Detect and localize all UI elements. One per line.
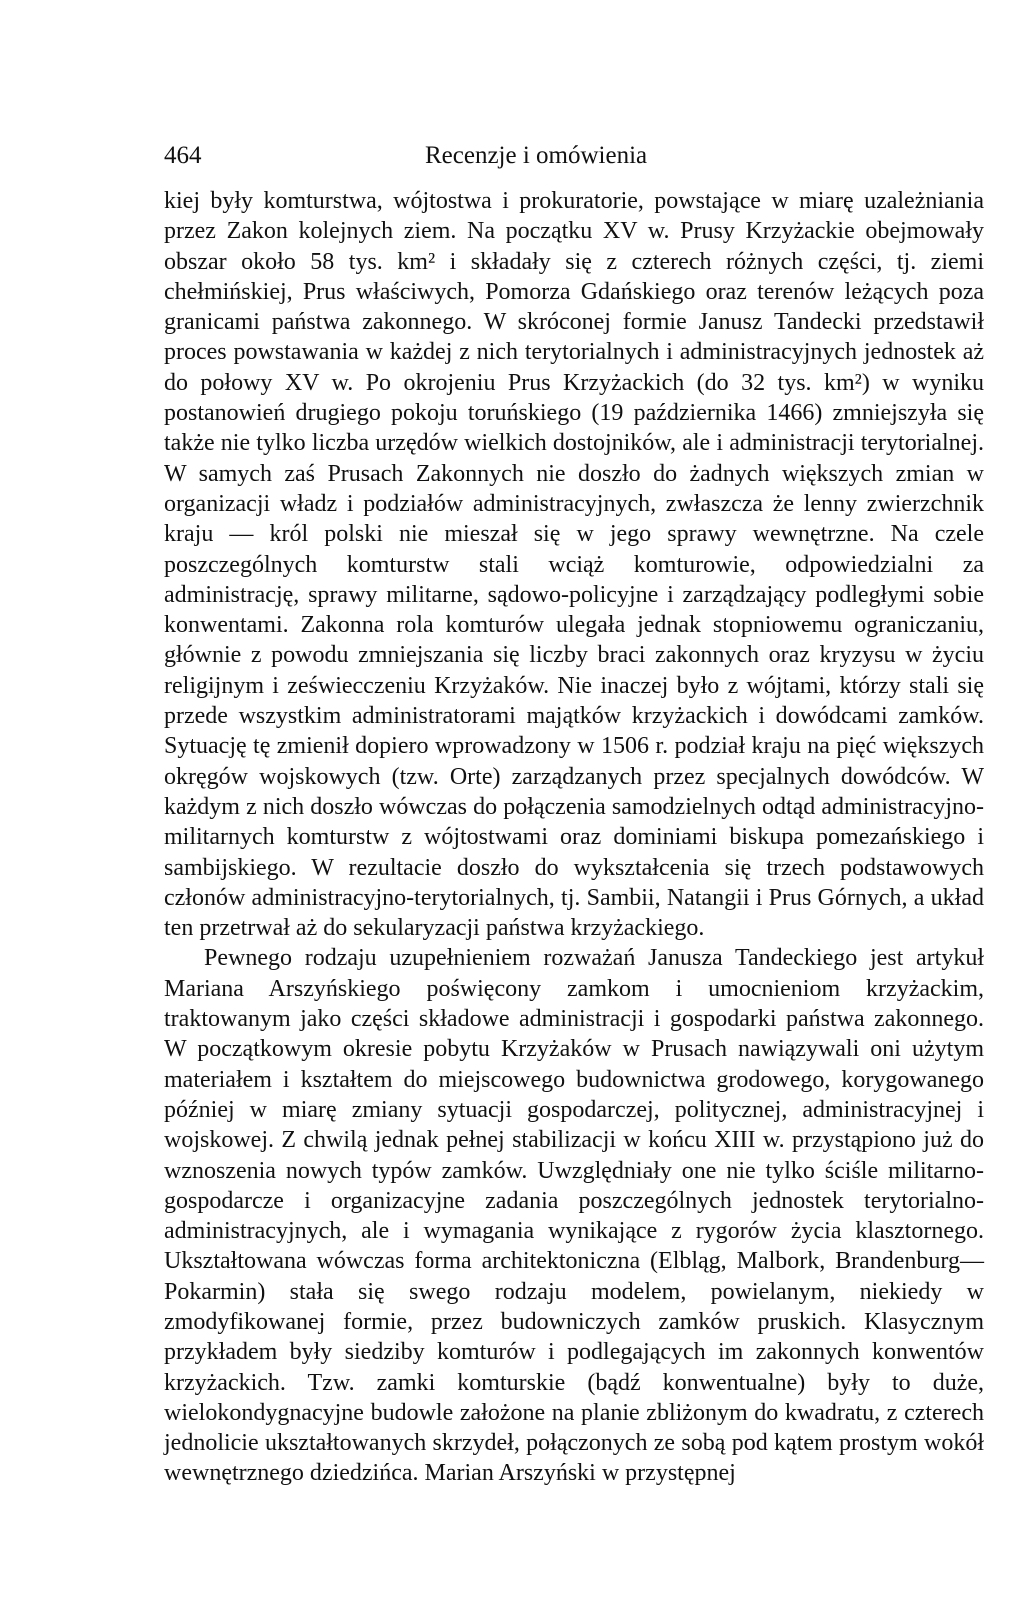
paragraph-2: Pewnego rodzaju uzupełnieniem rozważań Janusza Tandeckiego jest artykuł Mariana Arszyńskiego poświęcony zamkom i umocnieniom krzyżackim, traktowanym jako części składowe administracji i gospodarki państwa zakonnego. W początkowym okresie pobytu Krzyżaków w Prusach nawiązywali oni użytym materiałem i kształtem do miejscowego budownictwa grodowego, korygowanego później w miarę zmiany sytuacji gospodarczej, politycznej, administracyjnej i wojskowej. Z chwilą jednak pełnej stabilizacji w końcu XIII w. przystąpiono już do wznoszenia nowych typów zamków. Uwzględniały one nie tylko ściśle militarno-gospodarcze i organizacyjne zadania poszczególnych jednostek terytorialno-administracyjnych, ale i wymagania wynikające z rygorów życia klasztornego. Ukształtowana wówczas forma architektoniczna (Elbląg, Malbork, Brandenburg—Pokarmin) stała się swego rodzaju modelem, powielanym, niekiedy w zmodyfikowanej formie, przez budowniczych zamków pruskich. Klasycznym przykładem były siedziby komturów i podlegających im zakonnych konwentów krzyżackich. Tzw. zamki komturskie (bądź konwentualne) były to duże, wielokondygnacyjne budowle założone na planie zbliżonym do kwadratu, z czterech jednolicie ukształtowanych skrzydeł, połączonych ze sobą pod kątem prostym wokół wewnętrznego dziedzińca. Marian Arszyński w przystępnej <box>164 945 984 1487</box>
running-title: Recenzje i omówienia <box>425 142 648 169</box>
running-header <box>164 136 984 176</box>
body-text <box>164 186 984 1489</box>
paragraph-1: kiej były komturstwa, wójtostwa i prokuratorie, powstające w miarę uzależniania przez Zakon kolejnych ziem. Na początku XV w. Prusy Krzyżackie obejmowały obszar około 58 tys. km² i składały się z czterech różnych części, tj. ziemi chełmińskiej, Prus właściwych, Pomorza Gdańskiego oraz terenów leżących poza granicami państwa zakonnego. W skróconej formie Janusz Tandecki przedstawił proces powstawania w każdej z nich terytorialnych i administracyjnych jednostek aż do połowy XV w. Po okrojeniu Prus Krzyżackich (do 32 tys. km²) w wyniku postanowień drugiego pokoju toruńskiego (19 października 1466) zmniejszyła się także nie tylko liczba urzędów wielkich dostojników, ale i administracji terytorialnej. W samych zaś Prusach Zakonnych nie doszło do żadnych większych zmian w organizacji władz i podziałów administracyjnych, zwłaszcza że lenny zwierzchnik kraju — król polski nie mieszał się w jego sprawy wewnętrzne. Na czele poszczególnych komturstw stali wciąż komturowie, odpowiedzialni za administrację, sprawy militarne, sądowo-policyjne i zarządzający podległymi sobie konwentami. Zakonna rola komturów ulegała jednak stopniowemu ograniczaniu, głównie z powodu zmniejszania się liczby braci zakonnych oraz kryzysu w życiu religijnym i zeświecczeniu Krzyżaków. Nie inaczej było z wójtami, którzy stali się przede wszystkim administratorami majątków krzyżackich i dowódcami zamków. Sytuację tę zmienił dopiero wprowadzony w 1506 r. podział kraju na pięć większych okręgów wojskowych (tzw. Orte) zarządzanych przez specjalnych dowódców. W każdym z nich doszło wówczas do połączenia samodzielnych odtąd administracyjno-militarnych komturstw z wójtostwami oraz dominiami biskupa pomezańskiego i sambijskiego. W rezultacie doszło do wykształcenia się trzech podstawowych członów administracyjno-terytorialnych, tj. Sambii, Natangii i Prus Górnych, a układ ten przetrwał aż do sekularyzacji państwa krzyżackiego. <box>164 188 984 942</box>
page-number: 464 <box>164 142 202 169</box>
